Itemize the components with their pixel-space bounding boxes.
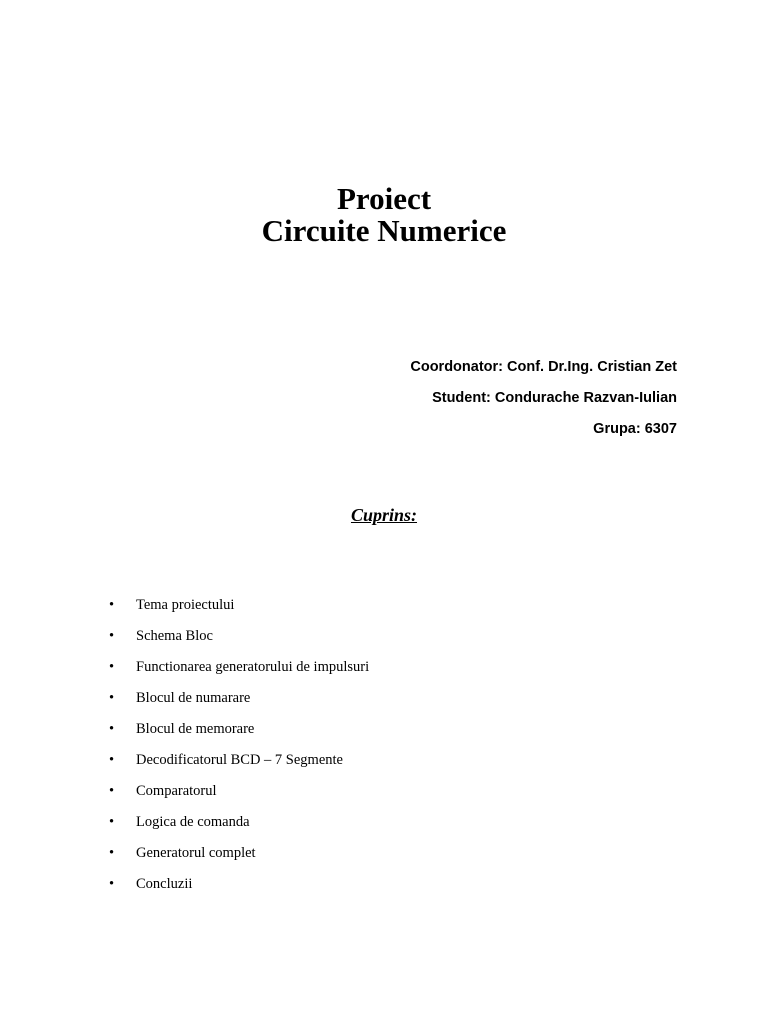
toc-item [109, 687, 369, 718]
bullet-icon: • [109, 814, 115, 830]
toc-item-label: Concluzii [136, 876, 193, 892]
bullet-icon: • [109, 628, 115, 644]
bullet-icon: • [109, 597, 115, 613]
title-line-1: Proiect [336, 181, 432, 216]
toc-item-label: Generatorul complet [136, 845, 256, 861]
document-title [0, 183, 768, 247]
student-line: Student: Condurache Razvan-Iulian [432, 390, 677, 406]
toc-item [109, 780, 369, 811]
group-line: Grupa: 6307 [593, 421, 677, 437]
bullet-icon: • [109, 845, 115, 861]
toc-item [109, 749, 369, 780]
toc-item [109, 625, 369, 656]
toc-heading: Cuprins: [350, 505, 418, 525]
toc-item-label: Blocul de numarare [136, 690, 251, 706]
toc-item [109, 656, 369, 687]
bullet-icon: • [109, 721, 115, 737]
bullet-icon: • [109, 783, 115, 799]
toc-item [109, 811, 369, 842]
toc-item [109, 594, 369, 625]
toc-list [109, 594, 369, 904]
coordinator-line: Coordonator: Conf. Dr.Ing. Cristian Zet [410, 359, 677, 375]
toc-item-label: Comparatorul [136, 783, 217, 799]
bullet-icon: • [109, 876, 115, 892]
toc-item-label: Schema Bloc [136, 628, 213, 644]
toc-item-label: Tema proiectului [136, 597, 235, 613]
toc-item-label: Functionarea generatorului de impulsuri [136, 659, 370, 675]
author-info [410, 352, 677, 445]
toc-item-label: Decodificatorul BCD – 7 Segmente [136, 752, 343, 768]
toc-item [109, 842, 369, 873]
toc-item-label: Blocul de memorare [136, 721, 255, 737]
toc-item [109, 873, 369, 904]
title-line-2: Circuite Numerice [261, 213, 507, 248]
toc-item-label: Logica de comanda [136, 814, 250, 830]
bullet-icon: • [109, 752, 115, 768]
bullet-icon: • [109, 690, 115, 706]
toc-item [109, 718, 369, 749]
bullet-icon: • [109, 659, 115, 675]
